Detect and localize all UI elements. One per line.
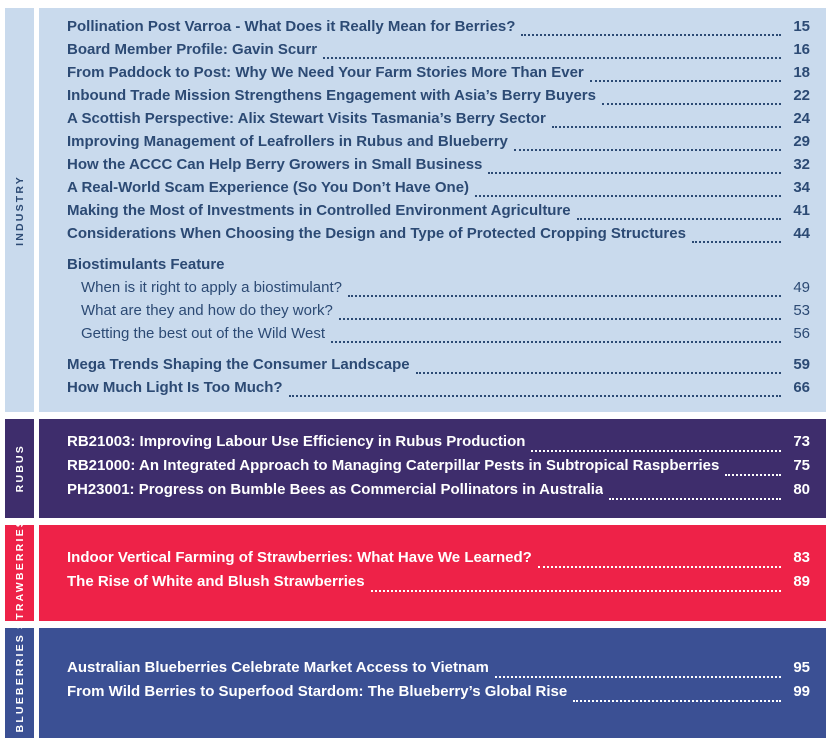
dot-leader (348, 295, 781, 297)
blueberries-label: BLUEBERRIES (13, 633, 26, 733)
toc-entry[interactable] (67, 481, 810, 505)
page-number: 24 (793, 110, 810, 127)
toc-entry[interactable] (67, 110, 810, 133)
toc-entry[interactable] (67, 41, 810, 64)
page-number: 73 (793, 432, 810, 450)
page-number: 18 (793, 64, 810, 81)
dot-leader (488, 172, 781, 174)
industry-label-bar (5, 8, 34, 412)
dot-leader (339, 318, 781, 320)
strawberries-label-bar (5, 517, 34, 629)
dot-leader (521, 34, 781, 36)
dot-leader (289, 395, 781, 397)
dot-leader (573, 700, 781, 702)
rubus-label: RUBUS (13, 444, 26, 493)
toc-entry[interactable] (67, 683, 810, 707)
toc-entry-title: Mega Trends Shaping the Consumer Landscape (67, 356, 410, 373)
dot-leader (331, 341, 781, 343)
toc-entry[interactable] (67, 279, 810, 302)
page-number: 99 (793, 683, 810, 700)
toc-entry[interactable] (67, 179, 810, 202)
toc-entry[interactable] (67, 549, 810, 573)
toc-entry[interactable] (67, 433, 810, 457)
toc-entry[interactable] (67, 573, 810, 597)
dot-leader (514, 149, 781, 151)
toc-entry[interactable] (67, 302, 810, 325)
toc-entry-title: Inbound Trade Mission Strengthens Engagement with Asia’s Berry Buyers (67, 87, 596, 104)
dot-leader (538, 566, 781, 568)
toc-group-heading (67, 256, 810, 279)
dot-leader (416, 372, 781, 374)
toc-entry-title: Indoor Vertical Farming of Strawberries: What Have We Learned? (67, 549, 532, 566)
toc-entry[interactable] (67, 64, 810, 87)
toc-entry[interactable] (67, 659, 810, 683)
section-rubus (5, 419, 826, 518)
toc-entry[interactable] (67, 156, 810, 179)
page-number: 80 (793, 480, 810, 498)
page-number: 29 (793, 133, 810, 150)
blueberries-label-bar (5, 628, 34, 738)
toc-entry[interactable] (67, 87, 810, 110)
page-number: 89 (793, 573, 810, 590)
page-number: 34 (793, 179, 810, 196)
page-number: 49 (793, 279, 810, 296)
dot-leader (475, 195, 781, 197)
rubus-label-bar (5, 419, 34, 518)
rubus-panel (39, 419, 826, 518)
dot-leader (577, 218, 781, 220)
industry-panel (39, 8, 826, 412)
toc-entry-title: Getting the best out of the Wild West (81, 325, 326, 342)
section-industry (5, 8, 826, 412)
toc-entry[interactable] (67, 18, 810, 41)
section-strawberries (5, 517, 826, 629)
dot-leader (531, 450, 781, 452)
dot-leader (725, 474, 781, 476)
industry-label: INDUSTRY (13, 174, 26, 246)
toc-group-heading-text: Biostimulants Feature (67, 256, 225, 273)
dot-leader (495, 676, 781, 678)
page-number: 32 (793, 156, 810, 173)
toc-entry[interactable] (67, 379, 810, 402)
page-number: 56 (793, 325, 810, 342)
toc-entry-title: PH23001: Progress on Bumble Bees as Commercial Pollinators in Australia (67, 480, 604, 498)
toc-entry-title: How Much Light Is Too Much? (67, 379, 283, 396)
toc-entry[interactable] (67, 225, 810, 248)
page-number: 83 (793, 549, 810, 566)
toc-entry-title: A Scottish Perspective: Alix Stewart Visits Tasmania’s Berry Sector (67, 110, 546, 127)
toc-entry-title: How the ACCC Can Help Berry Growers in Small Business (67, 156, 483, 173)
section-blueberries (5, 628, 826, 738)
toc-entry-title: RB21000: An Integrated Approach to Managing Caterpillar Pests in Subtropical Raspberries (67, 456, 720, 474)
toc-entry-title: Board Member Profile: Gavin Scurr (67, 41, 318, 58)
toc-entry-title: RB21003: Improving Labour Use Efficiency in Rubus Production (67, 432, 526, 450)
page-number: 16 (793, 41, 810, 58)
dot-leader (609, 498, 781, 500)
toc-entry[interactable] (67, 202, 810, 225)
blueberries-panel (39, 628, 826, 738)
toc-entry-title: Australian Blueberries Celebrate Market Access to Vietnam (67, 659, 489, 676)
page-number: 41 (793, 202, 810, 219)
toc-entry-title: Pollination Post Varroa - What Does it Really Mean for Berries? (67, 18, 516, 35)
toc-entry-title: The Rise of White and Blush Strawberries (67, 573, 365, 590)
toc-entry[interactable] (67, 133, 810, 156)
page-number: 53 (793, 302, 810, 319)
dot-leader (323, 57, 781, 59)
page-number: 75 (793, 456, 810, 474)
strawberries-label: STRAWBERRIES (13, 517, 26, 629)
page-number: 66 (793, 379, 810, 396)
page-number: 44 (793, 225, 810, 242)
toc-entry-title: Improving Management of Leafrollers in Rubus and Blueberry (67, 133, 508, 150)
page-number: 15 (793, 18, 810, 35)
page-number: 95 (793, 659, 810, 676)
dot-leader (602, 103, 781, 105)
dot-leader (552, 126, 781, 128)
dot-leader (371, 590, 781, 592)
toc-entry-title: A Real-World Scam Experience (So You Don’t Have One) (67, 179, 470, 196)
page-number: 59 (793, 356, 810, 373)
toc-entry-title: What are they and how do they work? (81, 302, 333, 319)
toc-entry[interactable] (67, 356, 810, 379)
toc-entry-title: Making the Most of Investments in Controlled Environment Agriculture (67, 202, 571, 219)
dot-leader (692, 241, 781, 243)
strawberries-panel (39, 525, 826, 621)
toc-entry[interactable] (67, 325, 810, 348)
toc-entry-title: From Wild Berries to Superfood Stardom: The Blueberry’s Global Rise (67, 683, 568, 700)
page-number: 22 (793, 87, 810, 104)
dot-leader (590, 80, 781, 82)
toc-entry[interactable] (67, 457, 810, 481)
toc-entry-title: From Paddock to Post: Why We Need Your Farm Stories More Than Ever (67, 64, 584, 81)
toc-entry-title: Considerations When Choosing the Design and Type of Protected Cropping Structures (67, 225, 686, 242)
toc-entry-title: When is it right to apply a biostimulant? (81, 279, 342, 296)
